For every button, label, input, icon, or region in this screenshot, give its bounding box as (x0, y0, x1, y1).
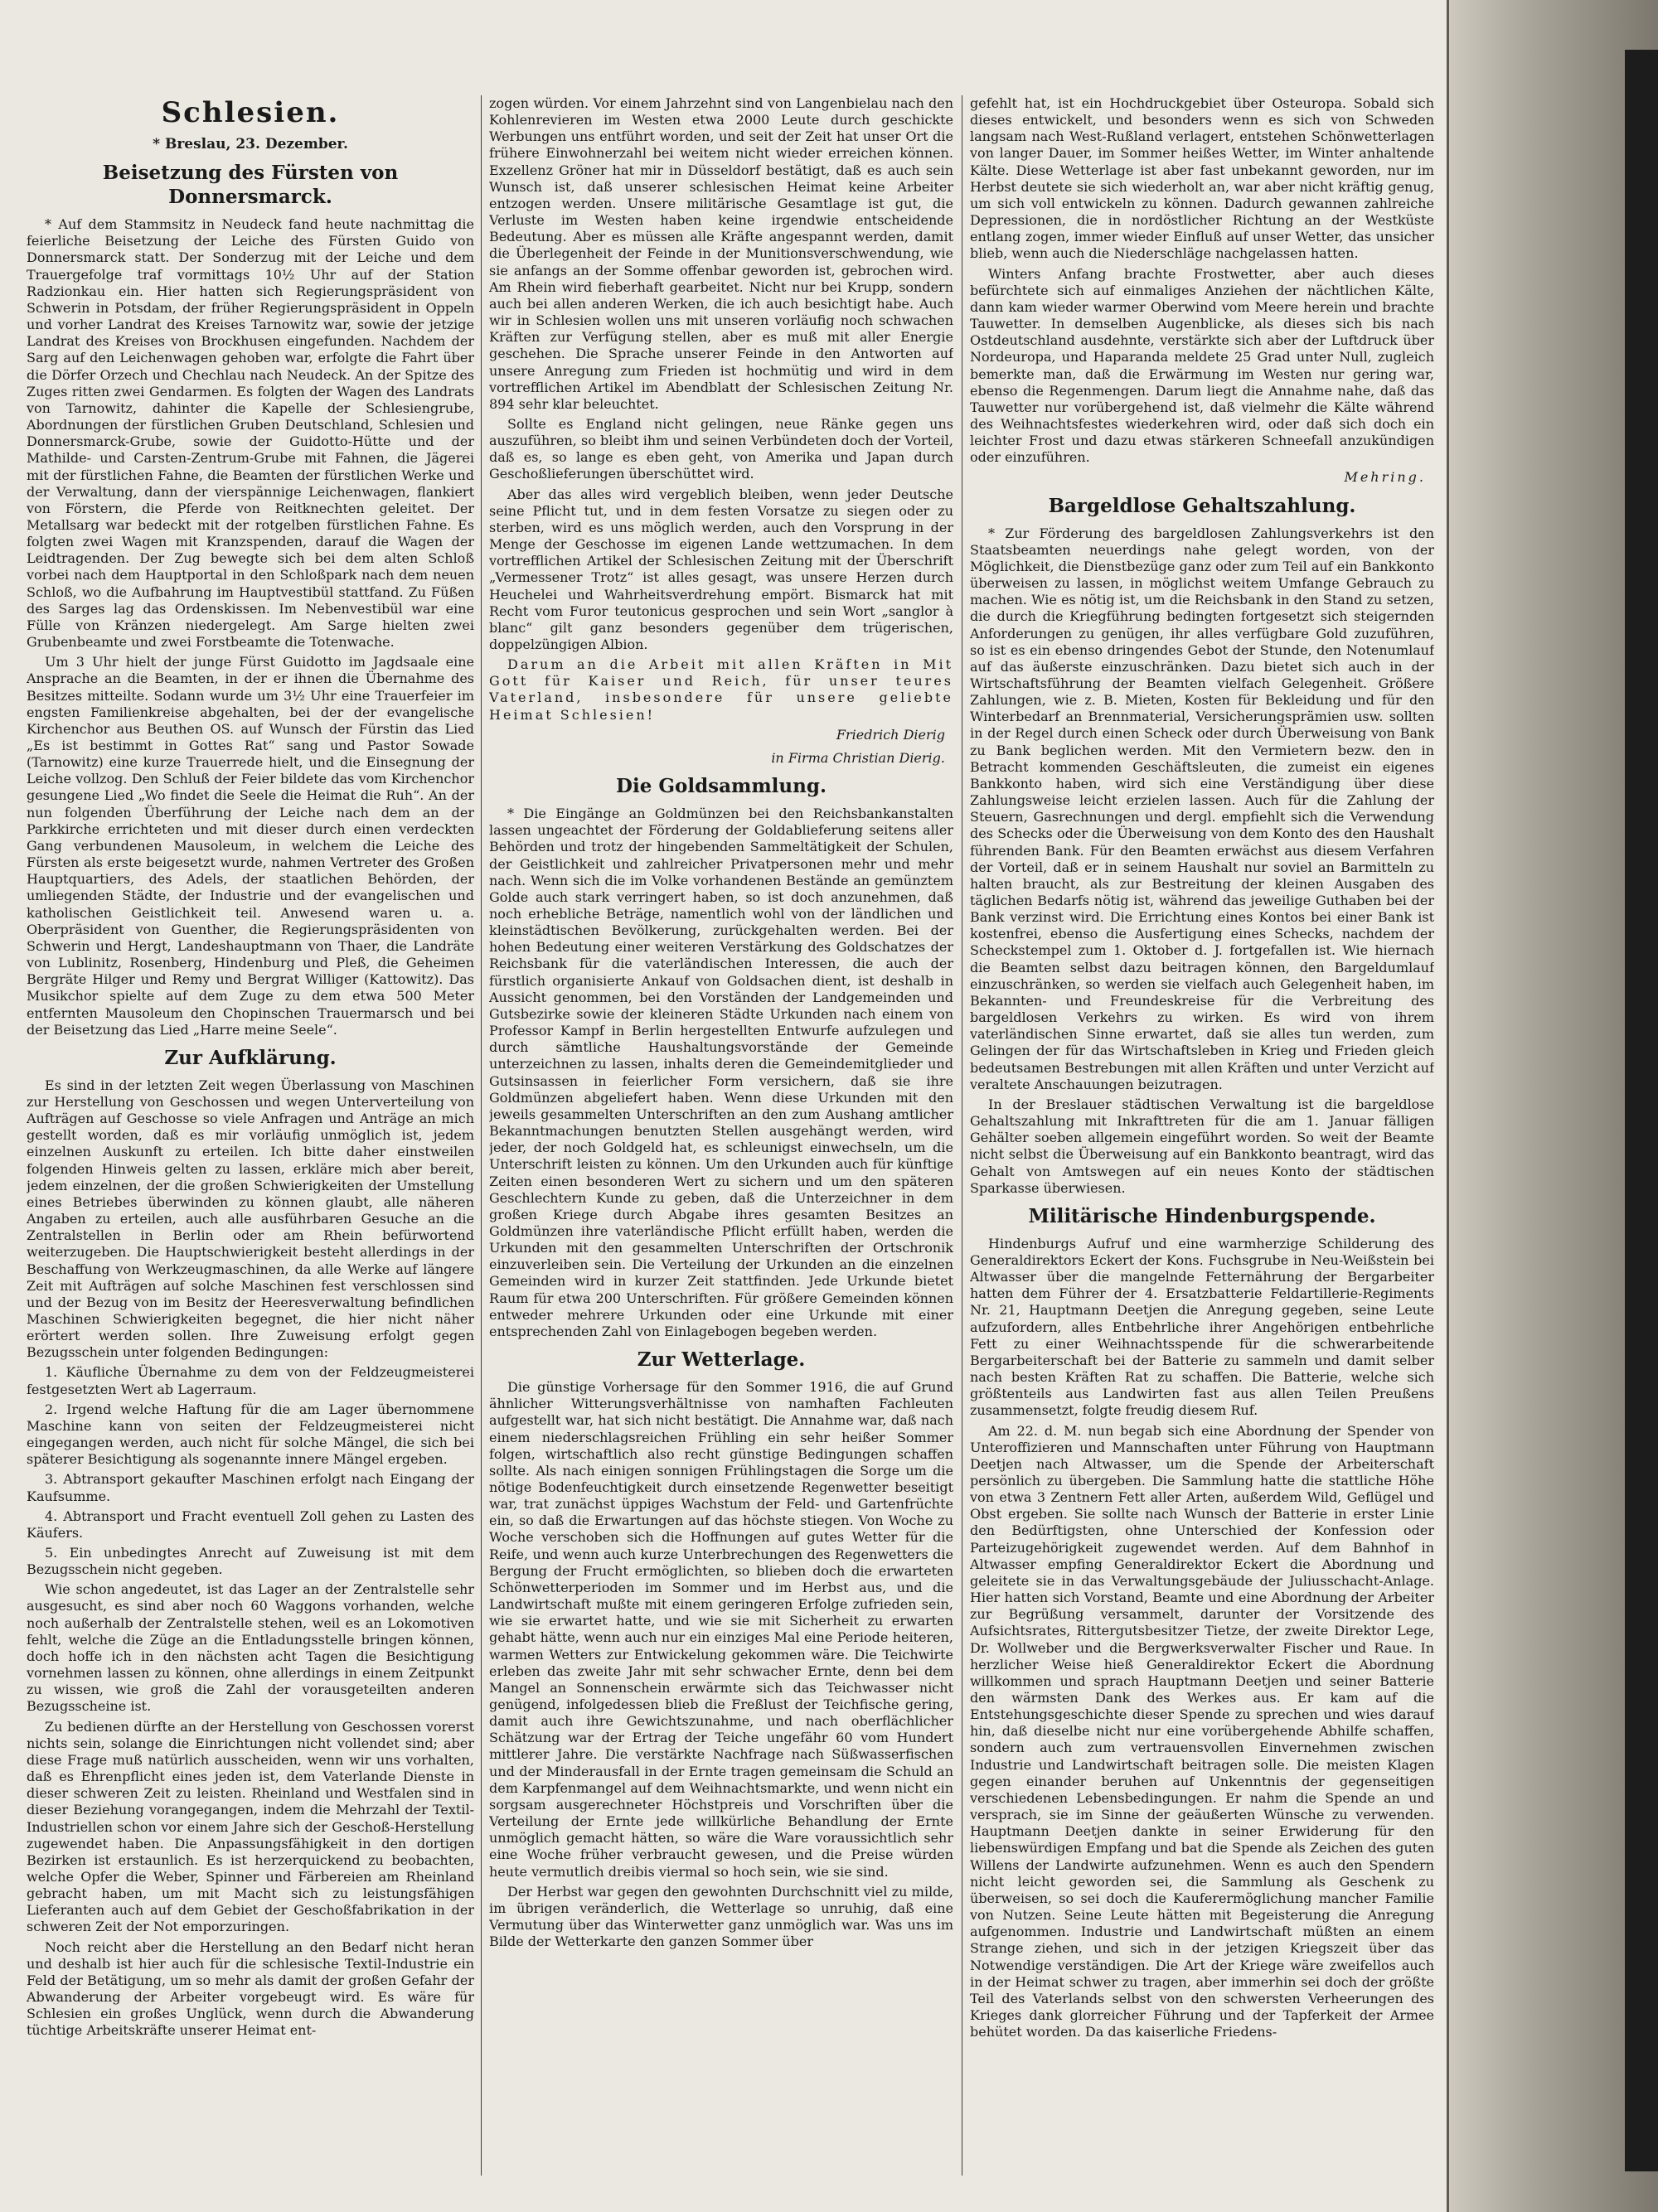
column-2 (489, 95, 953, 2184)
headline-hindenburgspende: Militärische Hindenburgspende. (1028, 1204, 1376, 1227)
article-paragraph: Aber das alles wird vergeblich bleiben, wenn jeder Deutsche seine Pflicht tut, und in dem festen Vorsatze zu siegen oder zu sterben, wird es uns möglich werden, auch den Vorsprung in der Menge der Geschosse im eigenen Lande wettzumachen. In dem vortrefflichen Artikel der Schlesischen Zeitung mit der Überschrift „Vermessener Trotz“ ist alles gesagt, was unsere Herzen durch Heuchelei und Wahrheitsverdrehung empört. Bismarck hat mit Recht vom Furor teutonicus gesprochen und sein Wort „sanglor à blanc“ gilt ganz besonders gegenüber dem trügerischen, doppelzüngigen Albion. (489, 486, 953, 652)
condition-item: 2. Irgend welche Haftung für die am Lager übernommene Maschine kann von seiten der Feldzeugmeisterei nicht eingegangen werden, auch nicht für solche Mängel, die sich bei späterer Besichtigung als sogenannte innere Mängel ergeben. (27, 1401, 474, 1468)
article-paragraph: Sollte es England nicht gelingen, neue Ränke gegen uns auszuführen, so bleibt ihm und seinen Verbündeten doch der Vorteil, daß es, so lange es eben geht, von Amerika und Japan durch Geschoßlieferungen überschüttet wird. (489, 415, 953, 482)
article-paragraph: Hindenburgs Aufruf und eine warmherzige Schilderung des Generaldirektors Eckert der Kons. Fuchsgrube in Neu-Weißstein bei Altwasser über die mangelnde Fetternährung der Bergarbeiter hatten dem Führer der 4. Ersatzbatterie Feldartillerie-Regiments Nr. 21, Hauptmann Deetjen die Anregung gegeben, seine Leute aufzufordern, alles Entbehrliche ihrer Angehörigen entbehrliche Fett zu einer Weihnachtsspende für die schwerarbeitende Bergarbeiterschaft bei der Batterie zu sammeln und damit selber nach besten Kräften Rat zu schaffen. Die Batterie, welche sich größtenteils aus Landwirten fast aus allen Teilen Preußens zusammensetzt, folgte freudig diesem Ruf. (970, 1235, 1434, 1419)
article-paragraph: Wie schon angedeutet, ist das Lager an der Zentralstelle sehr ausgesucht, es sind aber noch 60 Waggons vorhanden, welche noch außerhalb der Zentralstelle stehen, weil es an Lokomotiven fehlt, welche die Züge an die Entladungsstelle bringen können, doch hoffe ich in den nächsten acht Tagen die Besichtigung vornehmen lassen zu können, ohne allerdings in einem Zeitpunkt zu wissen, wie groß die Zahl der vorausgeteilten anderen Bezugsscheine ist. (27, 1581, 474, 1715)
article-paragraph: Winters Anfang brachte Frostwetter, aber auch dieses befürchtete sich auf einmaliges Anziehen der nächtlichen Kälte, dann kam wieder warmer Oberwind vom Meere herein und brachte Tauwetter. In demselben Augenblicke, als dieses sich bis nach Ostdeutschland ausdehnte, verstärkte sich aber der Luftdruck über Nordeuropa, und Haparanda meldete 25 Grad unter Null, zugleich bemerkte man, daß die Erwärmung im Westen nur gering war, ebenso die Regenmengen. Darum liegt die Annahme nahe, daß das Tauwetter nur vorübergehend ist, daß vielmehr die Kälte während des Weihnachtsfestes wiederkehren wird, oder daß sich doch ein leichter Frost und dazu etwas stärkeren Schneefall anzukündigen oder einzuführen. (970, 265, 1434, 466)
article-paragraph: * Die Eingänge an Goldmünzen bei den Reichsbankanstalten lassen ungeachtet der Förderung der Goldablieferung seitens aller Behörden und trotz der hingebenden Sammeltätigkeit der Schulen, der Geistlichkeit und zahlreicher Privatpersonen mehr und mehr nach. Wenn sich die im Volke vorhandenen Bestände an gemünztem Golde auch stark verringert haben, so ist doch anzunehmen, daß noch erhebliche Beträge, namentlich wohl von der ländlichen und kleinstädtischen Bevölkerung, zurückgehalten werden. Bei der hohen Bedeutung einer weiteren Verstärkung des Goldschatzes der Reichsbank für die vaterländischen Interessen, die auch der fürstlich organisierte Ankauf von Goldsachen dient, ist deshalb in Aussicht genommen, bei den Vorständen der Landgemeinden und Gutsbezirke sowie der kleineren Städte Urkunden nach einem von Professor Kampf in Berlin hergestellten Entwurfe aufzulegen und durch sämtliche Haushaltungsvorstände der Gemeinde unterzeichnen zu lassen, inhalts deren die Gemeindemitglieder und Gutsinsassen in feierlicher Form versichern, daß sie ihre Goldmünzen abgeliefert haben. Wenn diese Urkunden mit den jeweils gesammelten Unterschriften an den zum Aushang amtlicher Bekanntmachungen benutzten Stellen ausgehängt werden, wird jeder, der noch Goldgeld hat, es schleunigst einwechseln, um die Unterschrift leisten zu können. Um den Urkunden auch für künftige Zeiten einen besonderen Wert zu sichern und um den späteren Geschlechtern Kunde zu geben, daß die Unterzeichner in dem großen Kriege durch Abgabe ihres gesamten Besitzes an Goldmünzen ihre vaterländische Pflicht erfüllt haben, werden die Urkunden mit den gesammelten Unterschriften der Ortschronik einzuverleiben sein. Die Verteilung der Urkunden an die einzelnen Gemeinden wird in kurzer Zeit stattfinden. Jede Urkunde bietet Raum für etwa 200 Unterschriften. Für größere Gemeinden können entweder mehrere Urkunden oder eine Urkunde mit einer entsprechenden Zahl von Einlagebogen begeben werden. (489, 806, 953, 1339)
article-paragraph: Um 3 Uhr hielt der junge Fürst Guidotto im Jagdsaale eine Ansprache an die Beamten, in der er ihnen die Übernahme des Besitzes mitteilte. Sodann wurde um 3½ Uhr eine Trauerfeier im engsten Familienkreise abgehalten, bei der der evangelische Kirchenchor aus Beuthen OS. auf Wunsch der Fürstin das Lied „Es ist bestimmt in Gottes Rat“ sang und Pastor Sowade (Tarnowitz) eine kurze Trauerrede hielt, und die Einsegnung der Leiche vollzog. Den Schluß der Feier bildete das vom Kirchenchor gesungene Lied „Wo findet die Seele die Heimat die Ruh“. An der nun folgenden Überführung der Leiche nach dem an der Parkkirche errichteten und mit dieser durch einen verdeckten Gang verbundenen Mausoleum, in welchem die Leiche des Fürsten als erste beigesetzt wurde, nahmen Vertreter des Großen Hauptquartiers, des Adels, der staatlichen Behörden, der umliegenden Städte, der Industrie und der evangelischen und katholischen Geistlichkeit teil. Anwesend waren u. a. Oberpräsident von Guenther, die Regierungspräsidenten von Schwerin und Hergt, Landeshauptmann von Thaer, die Landräte von Lublinitz, Rosenberg, Hindenburg und Pleß, die Geheimen Bergräte Hilger und Remy und Bergrat Williger (Kattowitz). Das Musikchor spielte auf dem Zuge zu dem etwa 500 Meter entfernten Mausoleum den Chopinschen Trauermarsch und bei der Beisetzung das Lied „Harre meine Seele“. (27, 654, 474, 1038)
signature: Mehring. (1344, 469, 1426, 486)
article-paragraph: Noch reicht aber die Herstellung an den Bedarf nicht heran und deshalb ist hier auch für die schlesische Textil-Industrie ein Feld der Betätigung, um so mehr als damit der großen Gefahr der Abwanderung der Arbeiter vorgebeugt wird. Es wäre für Schlesien ein großes Unglück, wenn durch die Abwanderung tüchtige Arbeitskräfte unserer Heimat ent- (27, 1939, 474, 2039)
headline-gehaltszahlung: Bargeldlose Gehaltszahlung. (1048, 494, 1356, 517)
headline-beisetzung: Beisetzung des Fürsten von Donnersmarck. (102, 162, 399, 209)
article-paragraph: * Auf dem Stammsitz in Neudeck fand heute nachmittag die feierliche Beisetzung der Leiche des Fürsten Guido von Donnersmarck statt. Der Sonderzug mit der Leiche und dem Trauergefolge traf vormittags 10½ Uhr auf der Station Radzionkau ein. Hier hatten sich Regierungspräsident von Schwerin in Potsdam, der früher Regierungspräsident in Oppeln und vorher Landrat des Kreises Tarnowitz war, sowie der jetzige Landrat des Kreises von Brockhusen eingefunden. Nachdem der Sarg auf den Leichenwagen gehoben war, erfolgte die Fahrt über die Dörfer Orzech und Chechlau nach Neudeck. An der Spitze des Zuges ritten zwei Gendarmen. Es folgten der Wagen des Landrats von Tarnowitz, dahinter die Kapelle der Schlesiengrube, Abordnungen der fürstlichen Gruben Deutschland, Schlesien und Donnersmarck-Grube, sowie der Guidotto-Hütte und der Mathilde- und Carsten-Zentrum-Grube mit Fahnen, die Jägerei mit der fürstlichen Fahne, die Beamten der fürstlichen Werke und der Verwaltung, dann der vierspännige Leichenwagen, flankiert von Förstern, die Pferde von Reitknechten geleitet. Der Metallsarg war bedeckt mit der rotgelben fürstlichen Fahne. Es folgten zwei Wagen mit Kranzspenden, darauf die Wagen der Leidtragenden. Der Zug bewegte sich bei dem alten Schloß vorbei nach dem Hauptportal in den Schloßpark nach dem neuen Schloß, wo die Aufbahrung im Hauptvestibül stattfand. Zu Füßen des Sarges lag das Ordenskissen. Im Nebenvestibül war eine Fülle von Kränzen niedergelegt. Am Sarge hielten zwei Grubenbeamte und zwei Forstbeamte die Totenwache. (27, 216, 474, 651)
headline-wetterlage: Zur Wetterlage. (637, 1348, 806, 1372)
article-paragraph: Der Herbst war gegen den gewohnten Durchschnitt viel zu milde, im übrigen veränderlich, die Wetterlage so unruhig, daß eine Vermutung über das Winterwetter ganz unmöglich war. Was uns im Bilde der Wetterkarte den ganzen Sommer über (489, 1883, 953, 1950)
page-edge (1447, 0, 1449, 2212)
article-paragraph: * Zur Förderung des bargeldlosen Zahlungsverkehrs ist den Staatsbeamten neuerdings nahe gelegt worden, von der Möglichkeit, die Dienstbezüge ganz oder zum Teil auf ein Bankkonto überweisen zu lassen, in möglichst weitem Umfange Gebrauch zu machen. Wie es nötig ist, um die Reichsbank in den Stand zu setzen, die durch die Kriegführung bedingten fortgesetzt sich steigernden Anforderungen zu genügen, ihr alles verfügbare Gold zuzuführen, so ist es ein ebenso dringendes Gebot der Stunde, den Notenumlauf auf das äußerste einzuschränken. Dazu bietet sich auch in der Wirtschaftsführung der Beamten vielfach Gelegenheit. Größere Zahlungen, wie z. B. Mieten, Kosten für Bekleidung und für den Winterbedarf an Brennmaterial, Versicherungsprämien usw. sollten in der Regel durch einen Scheck oder durch Überweisung von Bank zu Bank beglichen werden. Mit den Vermietern bezw. den in Betracht kommenden Geschäftsleuten, die zumeist ein eigenes Bankkonto haben, wird sich eine Verständigung über diese Zahlungsweise leicht erzielen lassen. Auch für die Zahlung der Steuern, Gasrechnungen und dergl. empfiehlt sich die Verwendung des Schecks oder die Überweisung von dem Konto des den Haushalt führenden Bank. Für den Beamten erwächst aus diesem Verfahren der Vorteil, daß er in seinem Haushalt nur soviel an Barmitteln zu halten braucht, als zur Bestreitung der kleinen Ausgaben des täglichen Bedarfs nötig ist, während das jeweilige Guthaben bei der Bank verzinst wird. Die Errichtung eines Kontos bei einer Bank ist kostenfrei, ebenso die Ausfertigung eines Schecks, nachdem der Scheckstempel zum 1. Oktober d. J. fortgefallen ist. Wie hiernach die Beamten selbst dazu beitragen können, den Bargeldumlauf einzuschränken, so werden sie vielfach auch Gelegenheit haben, im Bekannten- und Freundeskreise für die Verbreitung des bargeldlosen Verkehrs zu wirken. Es wird von ihrem vaterländischen Sinne erwartet, daß sie alles tun werden, zum Gelingen der für das Wirtschaftsleben in Krieg und Frieden gleich bedeutsamen Bestrebungen mit allen Kräften und unter Verzicht auf veraltete Anschauungen beizutragen. (970, 525, 1434, 1092)
headline-aufklaerung: Zur Aufklärung. (164, 1046, 337, 1069)
book-spine-edge (1625, 50, 1658, 2171)
article-paragraph: Darum an die Arbeit mit allen Kräften in Mit Gott für Kaiser und Reich, für unser teures Vaterland, insbesondere für unsere geliebte Heimat Schlesien! (489, 656, 953, 723)
article-paragraph: gefehlt hat, ist ein Hochdruckgebiet über Osteuropa. Sobald sich dieses entwickelt, und besonders wenn es sich von Schweden langsam nach West-Rußland verlagert, entstehen Schönwetterlagen von langer Dauer, im Sommer heißes Wetter, im Winter anhaltende Kälte. Diese Wetterlage ist aber fast unbekannt geworden, nur im Herbst deutete sie sich wiederholt an, war aber nicht kräftig genug, um sich voll entwickeln zu können. Dadurch gewannen zahlreiche Depressionen, die in nordöstlicher Richtung an der Westküste entlang zogen, immer wieder Einfluß auf unser Wetter, das unsicher blieb, wenn auch die Niederschläge nachgelassen hatten. (970, 95, 1434, 262)
dateline: * Breslau, 23. Dezember. (153, 135, 348, 152)
column-divider (481, 95, 482, 2176)
column-3 (970, 95, 1434, 2184)
condition-item: 5. Ein unbedingtes Anrecht auf Zuweisung ist mit dem Bezugsschein nicht gegeben. (27, 1545, 474, 1578)
article-paragraph: Zu bedienen dürfte an der Herstellung von Geschossen vorerst nichts sein, solange die Einrichtungen nicht vollendet sind; aber diese Frage muß natürlich ausscheiden, wenn wir uns vorhalten, daß es Ehrenpflicht eines jeden ist, dem Vaterlande Dienste in dieser schweren Zeit zu leisten. Rheinland und Westfalen sind in dieser Beziehung vorangegangen, indem die Mehrzahl der Textil-Industriellen schon vor einem Jahre sich der Geschoß-Herstellung zugewendet haben. Die Anpassungsfähigkeit in den dortigen Bezirken ist erstaunlich. Es ist herzerquickend zu beobachten, welche Opfer die Weber, Spinner und Färbereien am Rheinland gebracht haben, um mit Macht sich zu leistungsfähigen Lieferanten auch auf dem Gebiet der Geschoßfabrikation in der schweren Zeit der Not emporzuringen. (27, 1718, 474, 1935)
article-paragraph: zogen würden. Vor einem Jahrzehnt sind von Langenbielau nach den Kohlenrevieren im Westen etwa 2000 Leute durch geschickte Werbungen uns entführt worden, und seit der Zeit hat unser Ort die frühere Einwohnerzahl bei weitem nicht wieder erreichen können. Exzellenz Gröner hat mir in Düsseldorf bestätigt, daß es auch sein Wunsch ist, daß unserer schlesischen Heimat keine Arbeiter entzogen werden. Unsere militärische Gesamtlage ist gut, die Verluste im Westen haben keine irgendwie entscheidende Bedeutung. Aber es müssen alle Kräfte angespannt werden, damit die Überlegenheit der Feinde in der Munitionsverschwendung, wie sie anfangs an der Somme offenbar geworden ist, gebrochen wird. Am Rhein wird fieberhaft gearbeitet. Nicht nur bei Krupp, sondern auch bei allen anderen Werken, die ich auch besichtigt habe. Auch wir in Schlesien wollen uns mit unseren vorläufig noch schwachen Kräften zur Verfügung stellen, aber es muß mit aller Energie geschehen. Die Sprache unserer Feinde in den Antworten auf unsere Anregung zum Frieden ist hochmütig und wird in dem vortrefflichen Artikel im Abendblatt der Schlesischen Zeitung Nr. 894 sehr klar beleuchtet. (489, 95, 953, 412)
signature-firm: in Firma Christian Dierig. (771, 749, 945, 766)
headline-goldsammlung: Die Goldsammlung. (616, 775, 827, 798)
article-paragraph: In der Breslauer städtischen Verwaltung ist die bargeldlose Gehaltszahlung mit Inkrafttreten für die am 1. Januar fälligen Gehälter soeben allgemein eingeführt worden. So weit der Beamte nicht selbst die Überweisung auf ein Bankkonto beantragt, wird das Gehalt von Amtswegen auf ein neues Konto der städtischen Sparkasse überwiesen. (970, 1096, 1434, 1196)
signature-name: Friedrich Dierig (836, 726, 945, 743)
section-title: Schlesien. (161, 96, 340, 129)
column-1 (27, 95, 474, 2184)
condition-item: 3. Abtransport gekaufter Maschinen erfolgt nach Eingang der Kaufsumme. (27, 1471, 474, 1504)
article-paragraph: Es sind in der letzten Zeit wegen Überlassung von Maschinen zur Herstellung von Geschossen und wegen Unterverteilung von Aufträgen auf Geschosse so viele Anfragen und Anträge an mich gestellt worden, daß es mir vorläufig unmöglich ist, jedem einzelnen Auskunft zu erteilen. Ich bitte daher einstweilen folgenden Hinweis gelten zu lassen, erkläre mich aber bereit, jedem einzelnen, der die großen Schwierigkeiten der Umstellung eines Betriebes überwinden zu können glaubt, alle näheren Angaben zu erteilen, auch alle ausführbaren Gesuche an die Zentralstellen in Berlin oder am Rhein befürwortend weiterzugeben. Die Hauptschwierigkeit besteht allerdings in der Beschaffung von Werkzeugmaschinen, da alle Werke auf längere Zeit mit Aufträgen auf solche Maschinen fest verschlossen sind und der Bezug von im Besitz der Heeresverwaltung befindlichen Maschinen Schwierigkeiten begegnet, die hier nicht näher erörtert werden sollen. Ihre Zuweisung erfolgt gegen Bezugsschein unter folgenden Bedingungen: (27, 1077, 474, 1361)
article-paragraph: Die günstige Vorhersage für den Sommer 1916, die auf Grund ähnlicher Witterungsverhältnisse von namhaften Fachleuten aufgestellt war, hat sich nicht bestätigt. Die Annahme war, daß nach einem niederschlagsreichen Frühling ein sehr heißer Sommer folgen, wirtschaftlich also recht günstige Bedingungen schaffen sollte. Als nach einigen sonnigen Frühlingstagen die Sorge um die nötige Bodenfeuchtigkeit durch einsetzende Regenwetter beseitigt war, trat zunächst üppiges Wachstum der Feld- und Gartenfrüchte ein, so daß die Erwartungen auf das höchste stiegen. Von Woche zu Woche verschoben sich die Hoffnungen auf gutes Wetter für die Reife, und wenn auch kurze Unterbrechungen des Regenwetters die Bergung der Frucht ermöglichten, so blieben doch die erwarteten Schönwetterperioden im Sommer und im Herbst aus, und die Landwirtschaft mußte mit einem geringeren Erfolge zufrieden sein, wie sie erwartet hatte, und wie sie mit Sicherheit zu erwarten gehabt hätte, wenn auch nur ein einziges Mal eine Periode heiteren, warmen Wetters zur Entwickelung gekommen wäre. Die Teichwirte erleben das zweite Jahr mit sehr schwacher Ernte, denn bei dem Mangel an Sonnenschein erwärmte sich das Teichwasser nicht genügend, infolgedessen blieb die Freßlust der Teichfische gering, damit auch ihre Gewichtszunahme, und nach oberflächlicher Schätzung war der Ertrag der Teiche ungefähr 60 vom Hundert mittlerer Jahre. Die verstärkte Nachfrage nach Süßwasserfischen und der Minderausfall in der Ernte tragen gemeinsam die Schuld an dem Karpfenmangel auf dem Weihnachtsmarkte, und wenn nicht ein sorgsam ausgerechneter Höchstpreis und Vorschriften über die Verteilung der Ernte jede willkürliche Behandlung der Ernte unmöglich gemacht hätten, so wäre die Ware voraussichtlich sehr eine Woche früher verbraucht gewesen, und die Preise würden heute vermutlich dreibis viermal so hoch sein, wie sie sind. (489, 1379, 953, 1880)
article-paragraph: Am 22. d. M. nun begab sich eine Abordnung der Spender von Unteroffizieren und Mannschaften unter Führung von Hauptmann Deetjen nach Altwasser, um die Spende der Arbeiterschaft persönlich zu übergeben. Die Sammlung hatte die stattliche Höhe von etwa 3 Zentnern Fett aller Arten, außerdem Wild, Geflügel und Obst ergeben. Sie sollte nach Wunsch der Batterie in erster Linie den Bedürftigsten, ohne Unterschied der Konfession oder Parteizugehörigkeit zugewendet werden. Auf dem Bahnhof in Altwasser empfing Generaldirektor Eckert die Abordnung und geleitete sie in das Verwaltungsgebäude der Juliusschacht-Anlage. Hier hatten sich Vorstand, Beamte und eine Abordnung der Arbeiter zur Begrüßung versammelt, darunter der Vorsitzende des Aufsichtsrates, Rittergutsbesitzer Tietze, der zweite Direktor Lege, Dr. Wollweber und die Bergwerksverwalter Fischer und Raue. In herzlicher Weise hieß Generaldirektor Eckert die Abordnung willkommen und sprach Hauptmann Deetjen und seiner Batterie den wärmsten Dank des Werkes aus. Er kam auf die Entstehungsgeschichte dieser Spende zu sprechen und wies darauf hin, daß dieselbe nicht nur eine vorübergehende Abhilfe schaffen, sondern auch zum vertrauensvollen Einvernehmen zwischen Industrie und Landwirtschaft beitragen solle. Die meisten Klagen gegen einander beruhen auf Unkenntnis der gegenseitigen verschiedenen Lebensbedingungen. Er nahm die Spende an und versprach, sie im Sinne der geäußerten Wünsche zu verwenden. Hauptmann Deetjen dankte in seiner Erwiderung für den liebenswürdigen Empfang und bat die Spende als Zeichen des guten Willens der Landwirte aufzunehmen. Wenn es auch den Spendern nicht leicht geworden sei, die Sammlung als Geschenk zu überweisen, so sei doch die Kauferermöglichung mancher Familie von Nutzen. Seine Leute hätten mit Begeisterung die Anregung aufgenommen. Industrie und Landwirtschaft müßten an einem Strange ziehen, und sich in der jetzigen Kriegszeit über das Notwendige verständigen. Die Art der Kriege wäre zweifellos auch in der Heimat schwer zu tragen, aber immerhin sei doch der größte Teil des Vaterlands selbst von den schwersten Verheerungen des Krieges dank glorreicher Führung und der Tapferkeit der Armee behütet worden. Da das kaiserliche Friedens- (970, 1422, 1434, 2040)
condition-item: 4. Abtransport und Fracht eventuell Zoll gehen zu Lasten des Käufers. (27, 1508, 474, 1541)
condition-item: 1. Käufliche Übernahme zu dem von der Feldzeugmeisterei festgesetzten Wert ab Lagerraum. (27, 1364, 474, 1397)
